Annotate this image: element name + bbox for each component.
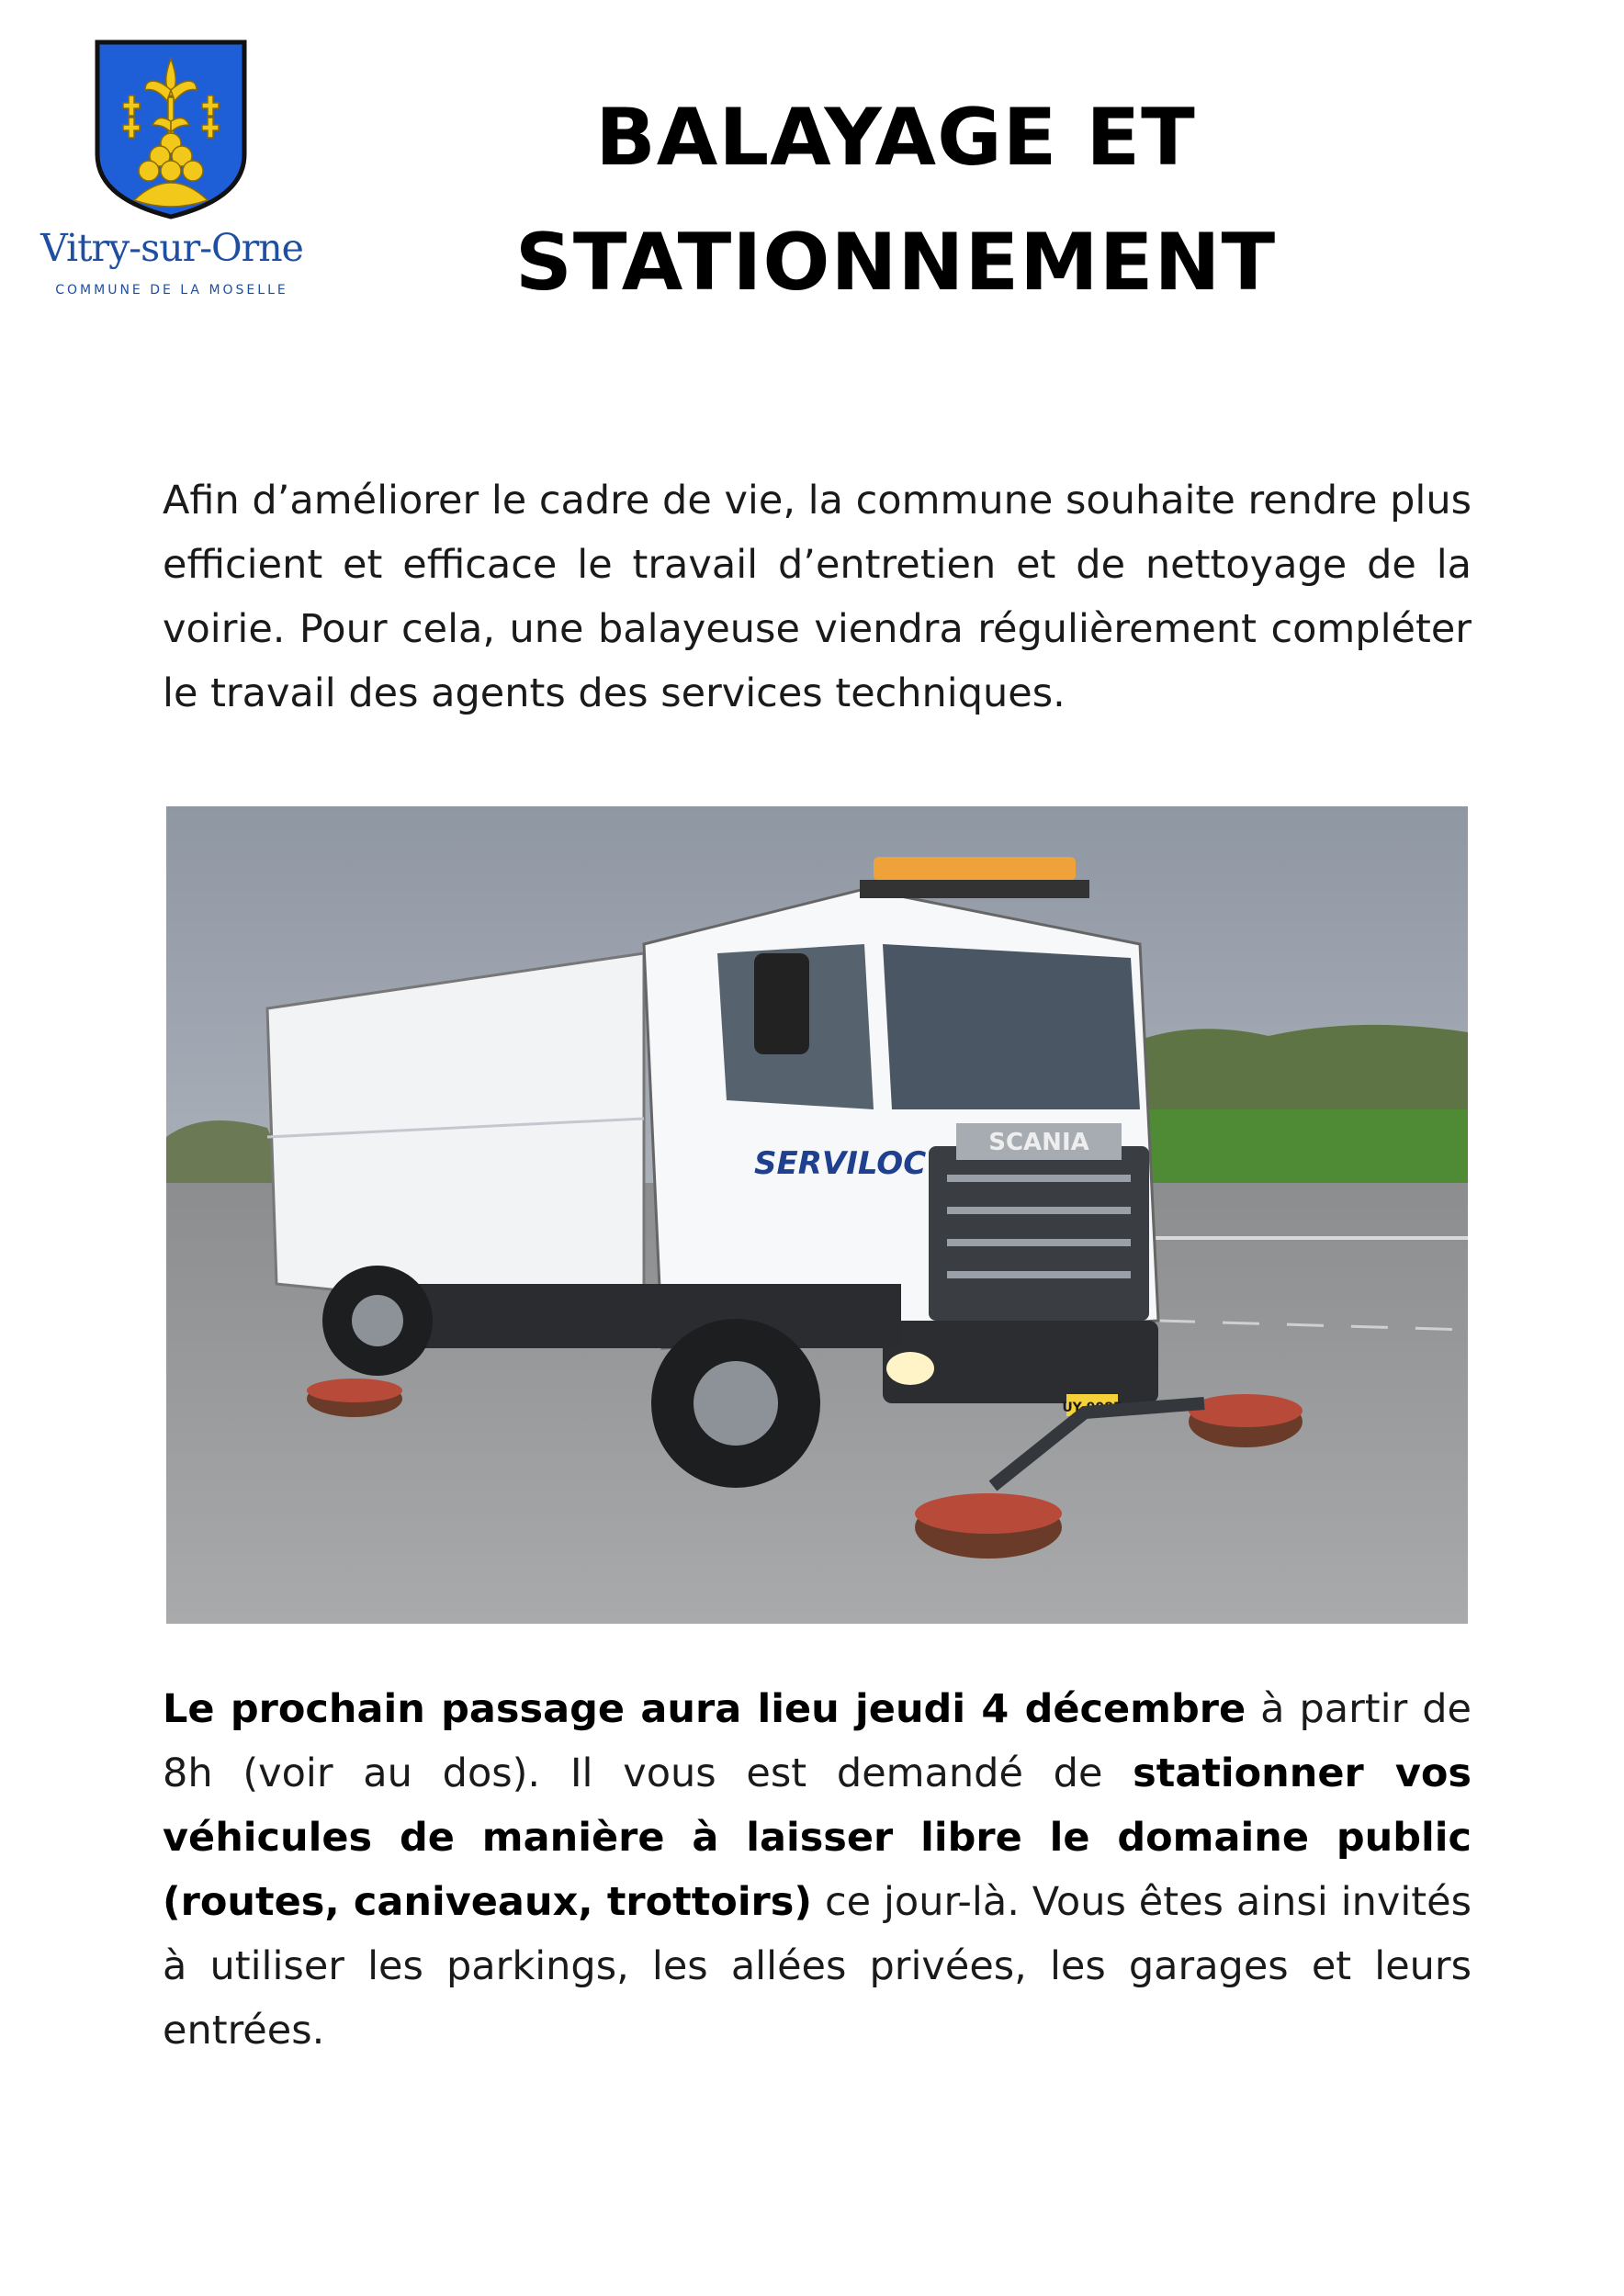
- page-title: [413, 75, 1378, 325]
- coat-of-arms-icon: [92, 37, 250, 220]
- town-logo: [29, 37, 314, 312]
- notice-date-bold: Le prochain passage aura lieu jeudi 4 décembre: [163, 1686, 1246, 1732]
- notice-text-1: à partir de 8h (voir au dos). Il vous est demandé de: [163, 1686, 1472, 1796]
- sweeper-brush-rear: [307, 1379, 402, 1417]
- license-plate: UY 9085: [1062, 1401, 1122, 1415]
- sweeper-brush-front-right: [1189, 1394, 1303, 1447]
- notice-text-2: ce jour-là. Vous êtes ainsi invités à utiliser les parkings, les allées privées, les garages et leurs entrées.: [163, 1879, 1472, 2054]
- title-line-1: BALAYAGE ET: [595, 92, 1196, 184]
- sweeper-brush-front-left: [915, 1493, 1062, 1559]
- notice-paragraph: [163, 1677, 1472, 2063]
- title-line-2: STATIONNEMENT: [514, 217, 1277, 309]
- sweeper-truck-photo: [166, 806, 1468, 1624]
- truck-brand-label: SCANIA: [988, 1129, 1089, 1156]
- town-name: Vitry-sur-Orne: [40, 226, 303, 270]
- town-subtitle: COMMUNE DE LA MOSELLE: [55, 283, 288, 298]
- company-label: SERVILOC: [754, 1145, 927, 1182]
- intro-paragraph: Afin d’améliorer le cadre de vie, la commune souhaite rendre plus efficient et efficace le travail d’entretien et de nettoyage de la voirie. Pour cela, une balayeuse viendra régulièrement compléter le travail des agents des services techniques.: [163, 478, 1472, 716]
- notice-parking-bold: stationner vos véhicules de manière à laisser libre le domaine public (routes, caniveaux, trottoirs): [163, 1750, 1472, 1925]
